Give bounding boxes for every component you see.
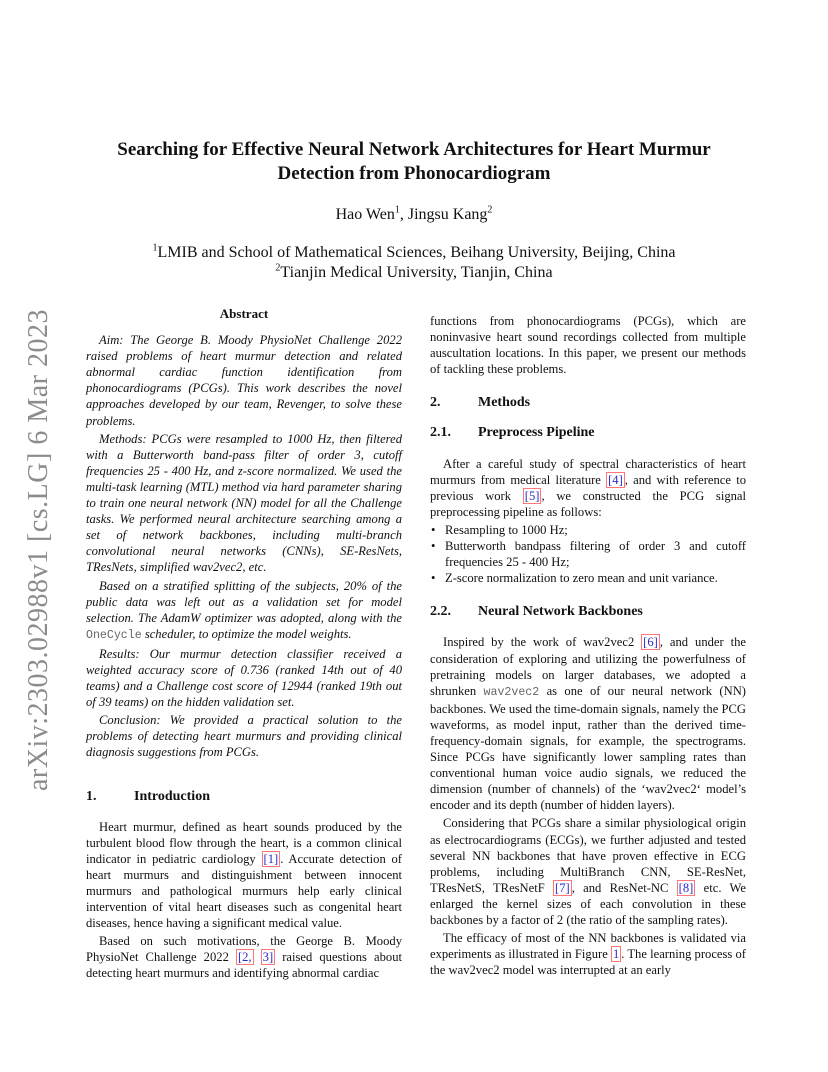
abstract: [86, 306, 402, 761]
citation-link[interactable]: 3]: [262, 950, 274, 965]
citation-link[interactable]: [4]: [608, 472, 623, 487]
abstract-split: [86, 578, 402, 644]
section-heading-introduction: [86, 789, 402, 805]
backbones-paragraph-3: [430, 930, 746, 978]
paper-title: [100, 138, 728, 186]
text-run: Based on a stratified splitting of the subjects, 20% of the public data was left out as a validation set for model selection. The AdamW optimizer was adopted, along with the: [86, 578, 402, 625]
text-run: , and under the consideration of exploring and utilizing the powerfulness of pretraining models on larger databases, we adopted a shrunken: [430, 635, 746, 698]
abstract-methods: Methods: PCGs were resampled to 1000 Hz, then filtered with a Butterworth band-pass filter of order 3, cutoff frequencies 25 - 400 Hz, and z-score normalized. We used the multi-task learning (MTL) method via hard parameter sharing to train one neural network (NN) model for all the Challenge tasks. We performed neural architecture searching among a set of network backbones, including multi-branch convolutional neural networks (CNNs), SE-ResNets, TResNets, simplified wav2vec2, etc.: [86, 431, 402, 575]
section-title: Introduction: [134, 788, 210, 804]
preprocess-steps-list: [430, 522, 746, 586]
text-run: Inspired by the work of wav2vec2: [443, 635, 642, 650]
title-line-2: Detection from Phonocardiogram: [277, 163, 551, 184]
intro-paragraph-continued: functions from phonocardiograms (PCGs), which are noninvasive heart sound recordings collected from multiple auscultation locations. In this paper, we present our methods of tackling these problems.: [430, 314, 746, 377]
affiliation-text: LMIB and School of Mathematical Sciences, Beihang University, Beijing, China: [157, 244, 676, 261]
text-run: , and with reference to previous work: [430, 472, 746, 503]
text-run: . The learning process of the wav2vec2 model was interrupted at an early: [430, 947, 746, 978]
subsection-heading-preprocess: [430, 425, 746, 441]
right-column: [430, 313, 746, 980]
citation-link[interactable]: [1]: [263, 851, 279, 866]
citation-link[interactable]: [8]: [678, 880, 694, 895]
section-heading-methods: [430, 395, 746, 411]
author-name: Hao Wen: [335, 206, 395, 223]
section-title: Methods: [478, 395, 531, 411]
subsection-number: 2.2.: [430, 604, 451, 620]
citation-link[interactable]: [7]: [555, 880, 570, 895]
text-run: raised questions about detecting heart murmurs and identifying abnormal cardiac: [86, 950, 402, 981]
backbones-paragraph-2: [430, 815, 746, 928]
citation-link[interactable]: [6]: [643, 635, 658, 650]
author-list: [100, 205, 728, 225]
list-item: • Resampling to 1000 Hz;: [430, 522, 746, 538]
backbones-paragraph-1: [430, 634, 746, 813]
preprocess-paragraph: [430, 456, 746, 520]
citation-link[interactable]: [5]: [524, 488, 540, 503]
left-column: [86, 306, 402, 984]
title-line-1: Searching for Effective Neural Network Architectures for Heart Murmur: [117, 139, 711, 160]
affiliation-marker: 2: [275, 262, 281, 274]
text-run: as one of our neural network (NN) backbones. We used the time-domain signals, namely the PCG waveforms, as model input, rather than the derived time-frequency-domain signals, for example, the spectrograms. Since PCGs have significantly lower sampling rates than conventional human voice audio signals, we reduced the dimension (number of channels) of the ‘wav2vec2‘ model’s encoder and its depth (number of hidden layers).: [430, 683, 746, 813]
abstract-aim: Aim: The George B. Moody PhysioNet Challenge 2022 raised problems of heart murmur detection and related abnormal cardiac function identification from phonocardiograms (PCGs). This work describes the novel approaches developed by our team, Revenger, to solve these problems.: [86, 333, 402, 428]
text-run: . Accurate detection of heart murmurs and distinguishment between innocent murmurs and pathological murmurs help early clinical intervention of vital heart diseases such as congenital heart diseases, hence having a significant medical value.: [86, 851, 402, 931]
text-run: Heart murmur, defined as heart sounds produced by the turbulent blood flow through the heart, is a common clinical indicator in pediatric cardiology: [86, 819, 402, 866]
section-number: 2.: [430, 395, 441, 411]
author-name: Jingsu Kang: [407, 206, 488, 223]
code-term: OneCycle: [86, 628, 142, 642]
abstract-heading: Abstract: [219, 306, 269, 321]
text-run: , and ResNet-NC: [571, 880, 677, 895]
affiliation-1: [100, 243, 728, 263]
text-run: , we constructed the PCG signal preprocessing pipeline as follows:: [430, 488, 746, 519]
affiliation-marker: 2: [487, 204, 493, 216]
text-run: scheduler, to optimize the model weights.: [141, 626, 352, 641]
subsection-number: 2.1.: [430, 425, 451, 441]
affiliation-marker: 1: [152, 242, 158, 254]
subsection-title: Neural Network Backbones: [478, 604, 643, 620]
text-run: The efficacy of most of the NN backbones is validated via experiments as illustrated in Figure: [430, 931, 746, 962]
affiliation-marker: 1: [394, 204, 400, 216]
text-run: After a careful study of spectral characteristics of heart murmurs from medical literature: [430, 456, 746, 487]
subsection-heading-backbones: [430, 604, 746, 620]
intro-paragraph-2: [86, 933, 402, 981]
abstract-conclusion: Conclusion: We provided a practical solution to the problems of detecting heart murmurs and providing clinical diagnosis suggestions from PCGs.: [86, 713, 402, 760]
code-term: wav2vec2: [483, 685, 540, 699]
list-item: • Z-score normalization to zero mean and unit variance.: [430, 570, 746, 586]
subsection-title: Preprocess Pipeline: [478, 425, 595, 441]
list-item: • Butterworth bandpass filtering of order 3 and cutoff frequencies 25 - 400 Hz;: [430, 538, 746, 570]
affiliation-text: Tianjin Medical University, Tianjin, China: [280, 264, 553, 281]
author-separator: ,: [399, 206, 408, 223]
affiliation-2: [100, 263, 728, 283]
affiliations: [100, 243, 728, 283]
intro-paragraph-1: [86, 819, 402, 932]
citation-link[interactable]: [2,: [237, 950, 252, 965]
text-run: etc. We enlarged the kernel sizes of each convolution in these backbones by a factor of 2 (the ratio of the sampling rates).: [430, 880, 746, 927]
figure-link[interactable]: 1: [612, 947, 620, 962]
abstract-results: Results: Our murmur detection classifier received a weighted accuracy score of 0.736 (ranked 14th out of 40 teams) and a Challenge cost score of 12944 (ranked 19th out of 39 teams) on the hidden validation set.: [86, 646, 402, 710]
section-number: 1.: [86, 788, 97, 804]
arxiv-identifier-stamp: arXiv:2303.02988v1 [cs.LG] 6 Mar 2023: [23, 309, 54, 791]
text-run: Considering that PCGs share a similar physiological origin as electrocardiograms (ECGs), we further adjusted and tested several NN backbones that have proven effective in ECG problems, including MultiBranch CNN, SE-ResNet, TResNetS, TResNetF: [430, 816, 746, 895]
text-run: Based on such motivations, the George B. Moody PhysioNet Challenge 2022: [86, 934, 402, 965]
